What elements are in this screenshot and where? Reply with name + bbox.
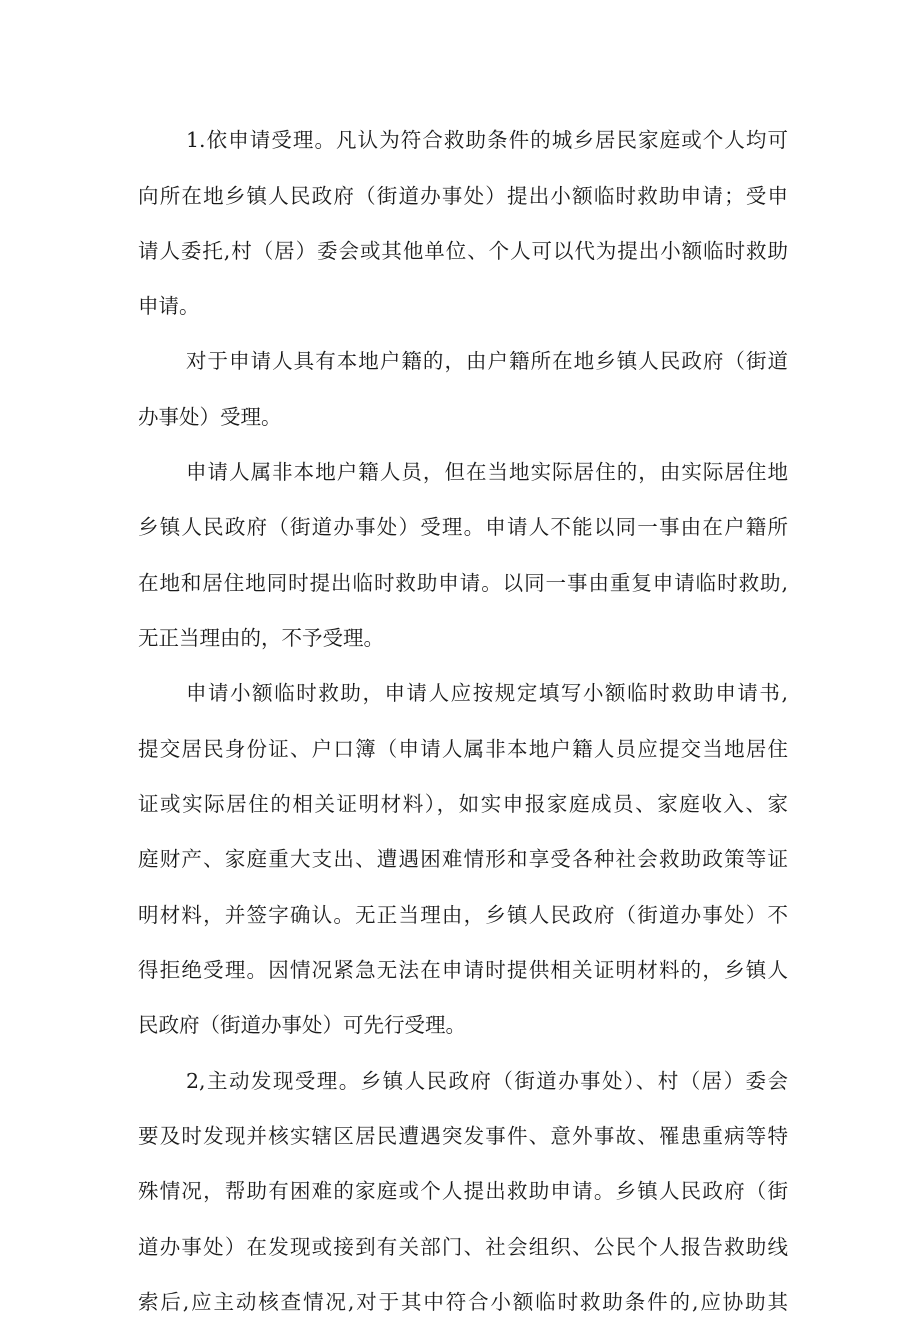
- paragraph-1-line-1: 1.依申请受理。凡认为符合救助条件的城乡居民家庭或个人均可: [186, 128, 788, 152]
- paragraph-4-line-5: 明材料，并签字确认。无正当理由，乡镇人民政府（街道办事处）不: [138, 903, 788, 927]
- paragraph-4-line-7: 民政府（街道办事处）可先行受理。: [138, 1013, 466, 1037]
- paragraph-4-line-6: 得拒绝受理。因情况紧急无法在申请时提供相关证明材料的，乡镇人: [138, 958, 788, 982]
- paragraph-4-line-2: 提交居民身份证、户口簿（申请人属非本地户籍人员应提交当地居住: [138, 737, 788, 761]
- paragraph-3-line-1: 申请人属非本地户籍人员，但在当地实际居住的，由实际居住地: [186, 460, 788, 484]
- paragraph-3-line-2: 乡镇人民政府（街道办事处）受理。申请人不能以同一事由在户籍所: [138, 515, 788, 539]
- paragraph-5-line-5: 索后,应主动核查情况,对于其中符合小额临时救助条件的,应协助其: [138, 1290, 788, 1314]
- paragraph-3-line-3: 在地和居住地同时提出临时救助申请。以同一事由重复申请临时救助,: [138, 571, 788, 595]
- paragraph-4-line-4: 庭财产、家庭重大支出、遭遇困难情形和享受各种社会救助政策等证: [138, 847, 788, 871]
- paragraph-1-line-4: 申请。: [138, 294, 200, 318]
- paragraph-1-line-2: 向所在地乡镇人民政府（街道办事处）提出小额临时救助申请；受申: [138, 184, 788, 208]
- paragraph-4-line-3: 证或实际居住的相关证明材料），如实申报家庭成员、家庭收入、家: [138, 792, 788, 816]
- paragraph-4-line-1: 申请小额临时救助，申请人应按规定填写小额临时救助申请书,: [186, 681, 788, 705]
- paragraph-2-line-2: 办事处）受理。: [138, 405, 282, 429]
- paragraph-3-line-4: 无正当理由的，不予受理。: [138, 626, 384, 650]
- paragraph-2-line-1: 对于申请人具有本地户籍的，由户籍所在地乡镇人民政府（街道: [186, 349, 788, 373]
- paragraph-1-line-3: 请人委托,村（居）委会或其他单位、个人可以代为提出小额临时救助: [138, 239, 788, 263]
- paragraph-5-line-4: 道办事处）在发现或接到有关部门、社会组织、公民个人报告救助线: [138, 1235, 788, 1259]
- paragraph-5-line-1: 2,主动发现受理。乡镇人民政府（街道办事处）、村（居）委会: [186, 1069, 788, 1093]
- paragraph-5-line-3: 殊情况，帮助有困难的家庭或个人提出救助申请。乡镇人民政府（街: [138, 1179, 788, 1203]
- paragraph-5-line-2: 要及时发现并核实辖区居民遭遇突发事件、意外事故、罹患重病等特: [138, 1124, 788, 1148]
